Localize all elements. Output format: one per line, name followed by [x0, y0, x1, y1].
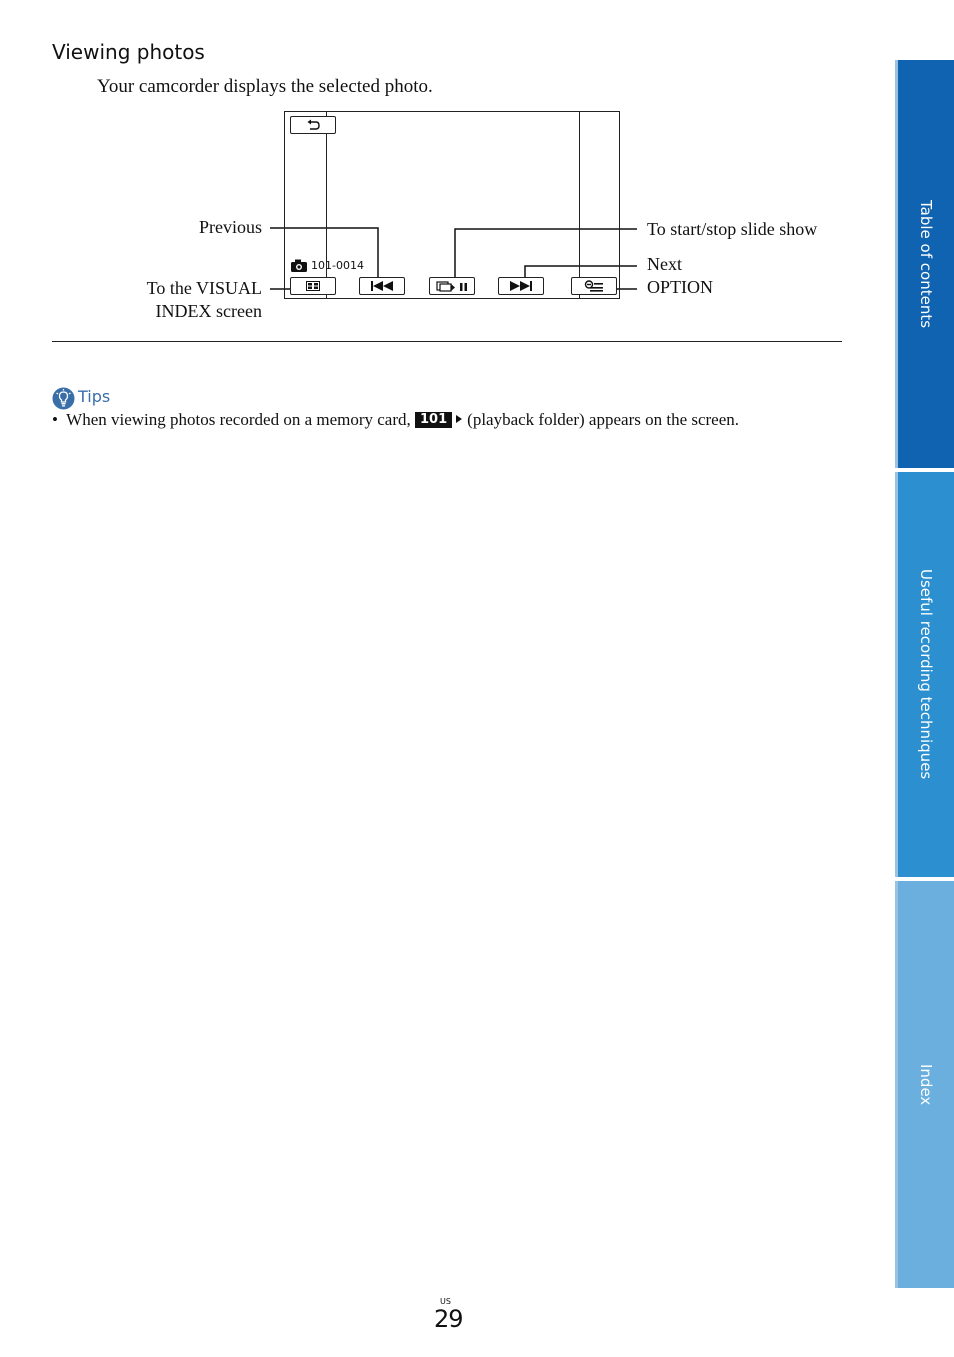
- lightbulb-icon: [52, 387, 75, 410]
- callout-visual-index-line1: To the VISUAL: [146, 278, 262, 298]
- index-grid-icon: [306, 281, 320, 291]
- sidebar-tab-table-of-contents[interactable]: [895, 60, 954, 468]
- file-number: 101-0014: [311, 259, 364, 272]
- option-icon: [584, 280, 604, 292]
- tip-text-after: (playback folder) appears on the screen.: [467, 410, 740, 429]
- visual-index-button[interactable]: [290, 277, 336, 295]
- callout-visual-index-line2: INDEX screen: [155, 301, 262, 321]
- page-number: 29: [434, 1305, 463, 1333]
- triangle-right-icon: [454, 414, 464, 424]
- skip-next-icon: [509, 281, 533, 291]
- skip-previous-icon: [370, 281, 394, 291]
- camera-icon: [290, 259, 308, 272]
- return-icon: [305, 119, 321, 131]
- slide-show-button[interactable]: [429, 277, 475, 295]
- tip-text-before: When viewing photos recorded on a memory card,: [66, 410, 411, 429]
- playback-folder-badge: 101: [415, 412, 452, 428]
- sidebar-tab-label: Index: [917, 1063, 935, 1106]
- tips-label: Tips: [78, 387, 111, 406]
- section-heading: Viewing photos: [52, 40, 205, 64]
- sidebar-tab-label: Table of contents: [917, 199, 935, 329]
- sidebar-tab-index[interactable]: [895, 881, 954, 1288]
- return-button[interactable]: [290, 116, 336, 134]
- region-code: US: [440, 1297, 451, 1306]
- tip-bullet: •: [52, 410, 58, 429]
- callout-slide-show: To start/stop slide show: [647, 219, 818, 239]
- section-divider: [52, 341, 842, 342]
- callout-next: Next: [647, 254, 682, 274]
- previous-button[interactable]: [359, 277, 405, 295]
- camcorder-screen: [284, 111, 620, 299]
- tip-item: [52, 410, 739, 430]
- next-button[interactable]: [498, 277, 544, 295]
- option-button[interactable]: [571, 277, 617, 295]
- callout-option: OPTION: [647, 277, 713, 297]
- slide-show-pause-icon: [436, 281, 468, 292]
- sidebar-tab-useful-recording-techniques[interactable]: [895, 472, 954, 877]
- sidebar-tab-label: Useful recording techniques: [917, 569, 935, 780]
- intro-text: Your camcorder displays the selected photo.: [97, 76, 433, 97]
- screen-guide-right: [579, 112, 580, 298]
- photo-info: [290, 259, 364, 272]
- callout-previous: Previous: [199, 217, 262, 237]
